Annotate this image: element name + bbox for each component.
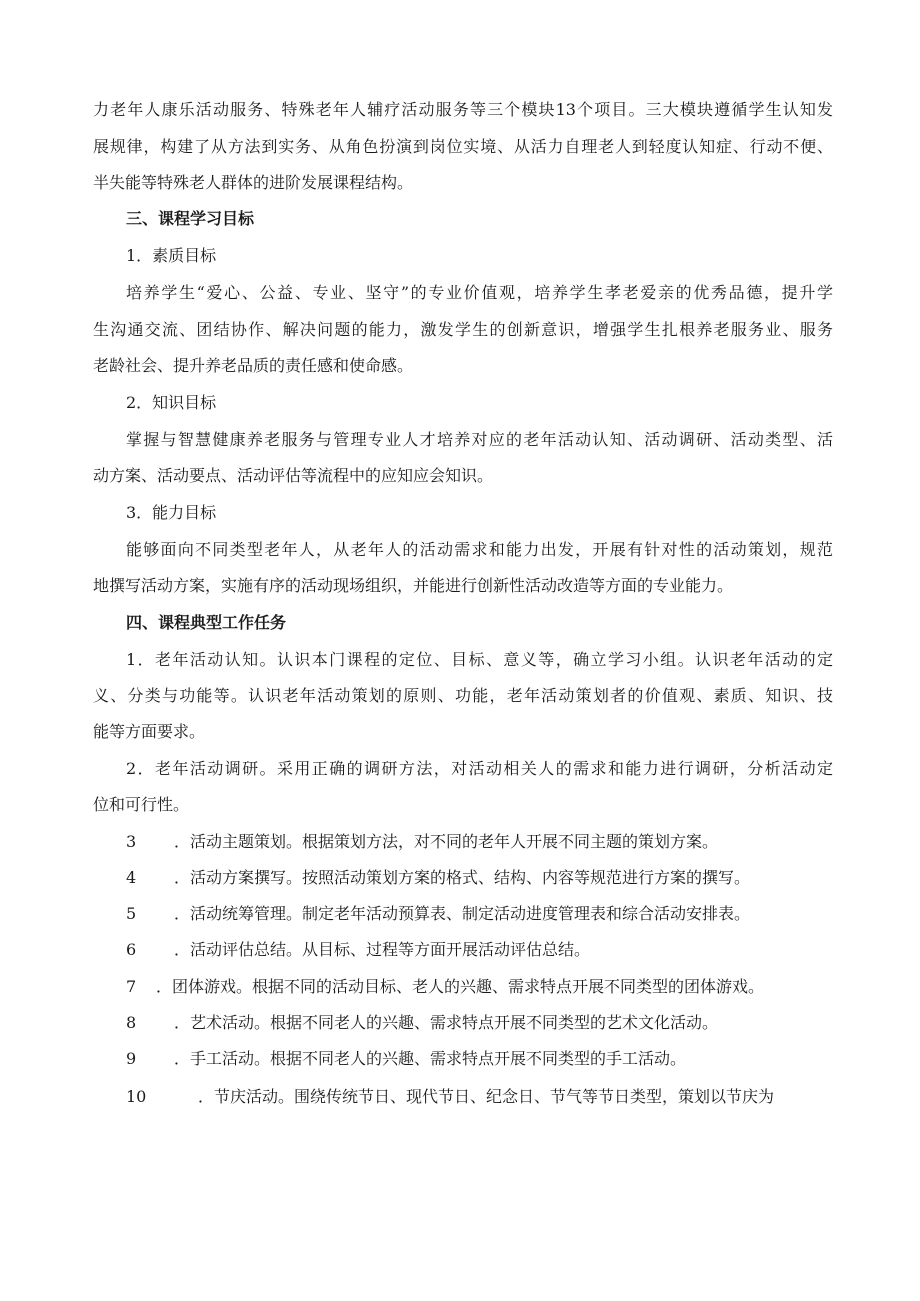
- intro-line-3: 半失能等特殊老人群体的进阶发展课程结构。: [93, 173, 414, 192]
- task-5-number: 5: [126, 904, 137, 923]
- task-6: [126, 938, 833, 962]
- ability-goal-line-1: 能够面向不同类型老年人，从老年人的活动需求和能力出发，开展有针对性的活动策划，规范: [126, 540, 833, 559]
- task-9-number: 9: [126, 1049, 137, 1068]
- knowledge-goal-title: 2．知识目标: [126, 393, 217, 412]
- task-5-text: ．活动统筹管理。制定老年活动预算表、制定活动进度管理表和综合活动安排表。: [174, 904, 751, 923]
- task-10-number: 10: [126, 1087, 147, 1106]
- quality-goal-line-2: 生沟通交流、团结协作、解决问题的能力，激发学生的创新意识，增强学生扎根养老服务业、服务: [93, 320, 833, 339]
- task-6-text: ．活动评估总结。从目标、过程等方面开展活动评估总结。: [174, 940, 591, 959]
- intro-line-1: 力老年人康乐活动服务、特殊老年人辅疗活动服务等三个模块13个项目。三大模块遵循学生认知发: [93, 100, 833, 119]
- section-4-heading: 四、课程典型工作任务: [126, 613, 287, 632]
- task-9: [126, 1047, 833, 1071]
- task-6-number: 6: [126, 940, 137, 959]
- ability-goal-title: 3．能力目标: [126, 503, 217, 522]
- knowledge-goal-line-2: 动方案、活动要点、活动评估等流程中的应知应会知识。: [93, 466, 494, 485]
- ability-goal-line-2: 地撰写活动方案，实施有序的活动现场组织，并能进行创新性活动改造等方面的专业能力。: [93, 576, 734, 595]
- quality-goal-line-3: 老龄社会、提升养老品质的责任感和使命感。: [93, 356, 414, 375]
- task-4-text: ．活动方案撰写。按照活动策划方案的格式、结构、内容等规范进行方案的撰写。: [174, 868, 751, 887]
- task-10-text: ．节庆活动。围绕传统节日、现代节日、纪念日、节气等节日类型，策划以节庆为: [198, 1087, 775, 1106]
- quality-goal-line-1: 培养学生“爱心、公益、专业、坚守”的专业价值观，培养学生孝老爱亲的优秀品德，提升学: [126, 283, 833, 302]
- task-1-line-2: 义、分类与功能等。认识老年活动策划的原则、功能，老年活动策划者的价值观、素质、知识、技: [93, 686, 833, 705]
- task-10: [126, 1085, 833, 1109]
- task-4-number: 4: [126, 868, 137, 887]
- task-3: [126, 830, 833, 854]
- task-1-line-1: 1．老年活动认知。认识本门课程的定位、目标、意义等，确立学习小组。认识老年活动的定: [126, 650, 833, 669]
- task-1-line-3: 能等方面要求。: [93, 722, 206, 741]
- task-7-text: ．团体游戏。根据不同的活动目标、老人的兴趣、需求特点开展不同类型的团体游戏。: [156, 977, 765, 996]
- task-7: [126, 975, 833, 999]
- intro-line-2: 展规律，构建了从方法到实务、从角色扮演到岗位实境、从活力自理老人到轻度认知症、行动不便、: [93, 137, 833, 156]
- task-5: [126, 902, 833, 926]
- task-8-text: ．艺术活动。根据不同老人的兴趣、需求特点开展不同类型的艺术文化活动。: [174, 1013, 719, 1032]
- task-8: [126, 1011, 833, 1035]
- task-2-line-2: 位和可行性。: [93, 795, 190, 814]
- section-3-heading: 三、课程学习目标: [126, 209, 255, 228]
- quality-goal-title: 1．素质目标: [126, 246, 217, 265]
- task-8-number: 8: [126, 1013, 137, 1032]
- task-3-number: 3: [126, 832, 137, 851]
- knowledge-goal-line-1: 掌握与智慧健康养老服务与管理专业人才培养对应的老年活动认知、活动调研、活动类型、活: [126, 430, 833, 449]
- task-3-text: ．活动主题策划。根据策划方法，对不同的老年人开展不同主题的策划方案。: [174, 832, 719, 851]
- task-7-number: 7: [126, 977, 137, 996]
- task-4: [126, 866, 833, 890]
- task-9-text: ．手工活动。根据不同老人的兴趣、需求特点开展不同类型的手工活动。: [174, 1049, 687, 1068]
- task-2-line-1: 2．老年活动调研。采用正确的调研方法，对活动相关人的需求和能力进行调研，分析活动定: [126, 759, 833, 778]
